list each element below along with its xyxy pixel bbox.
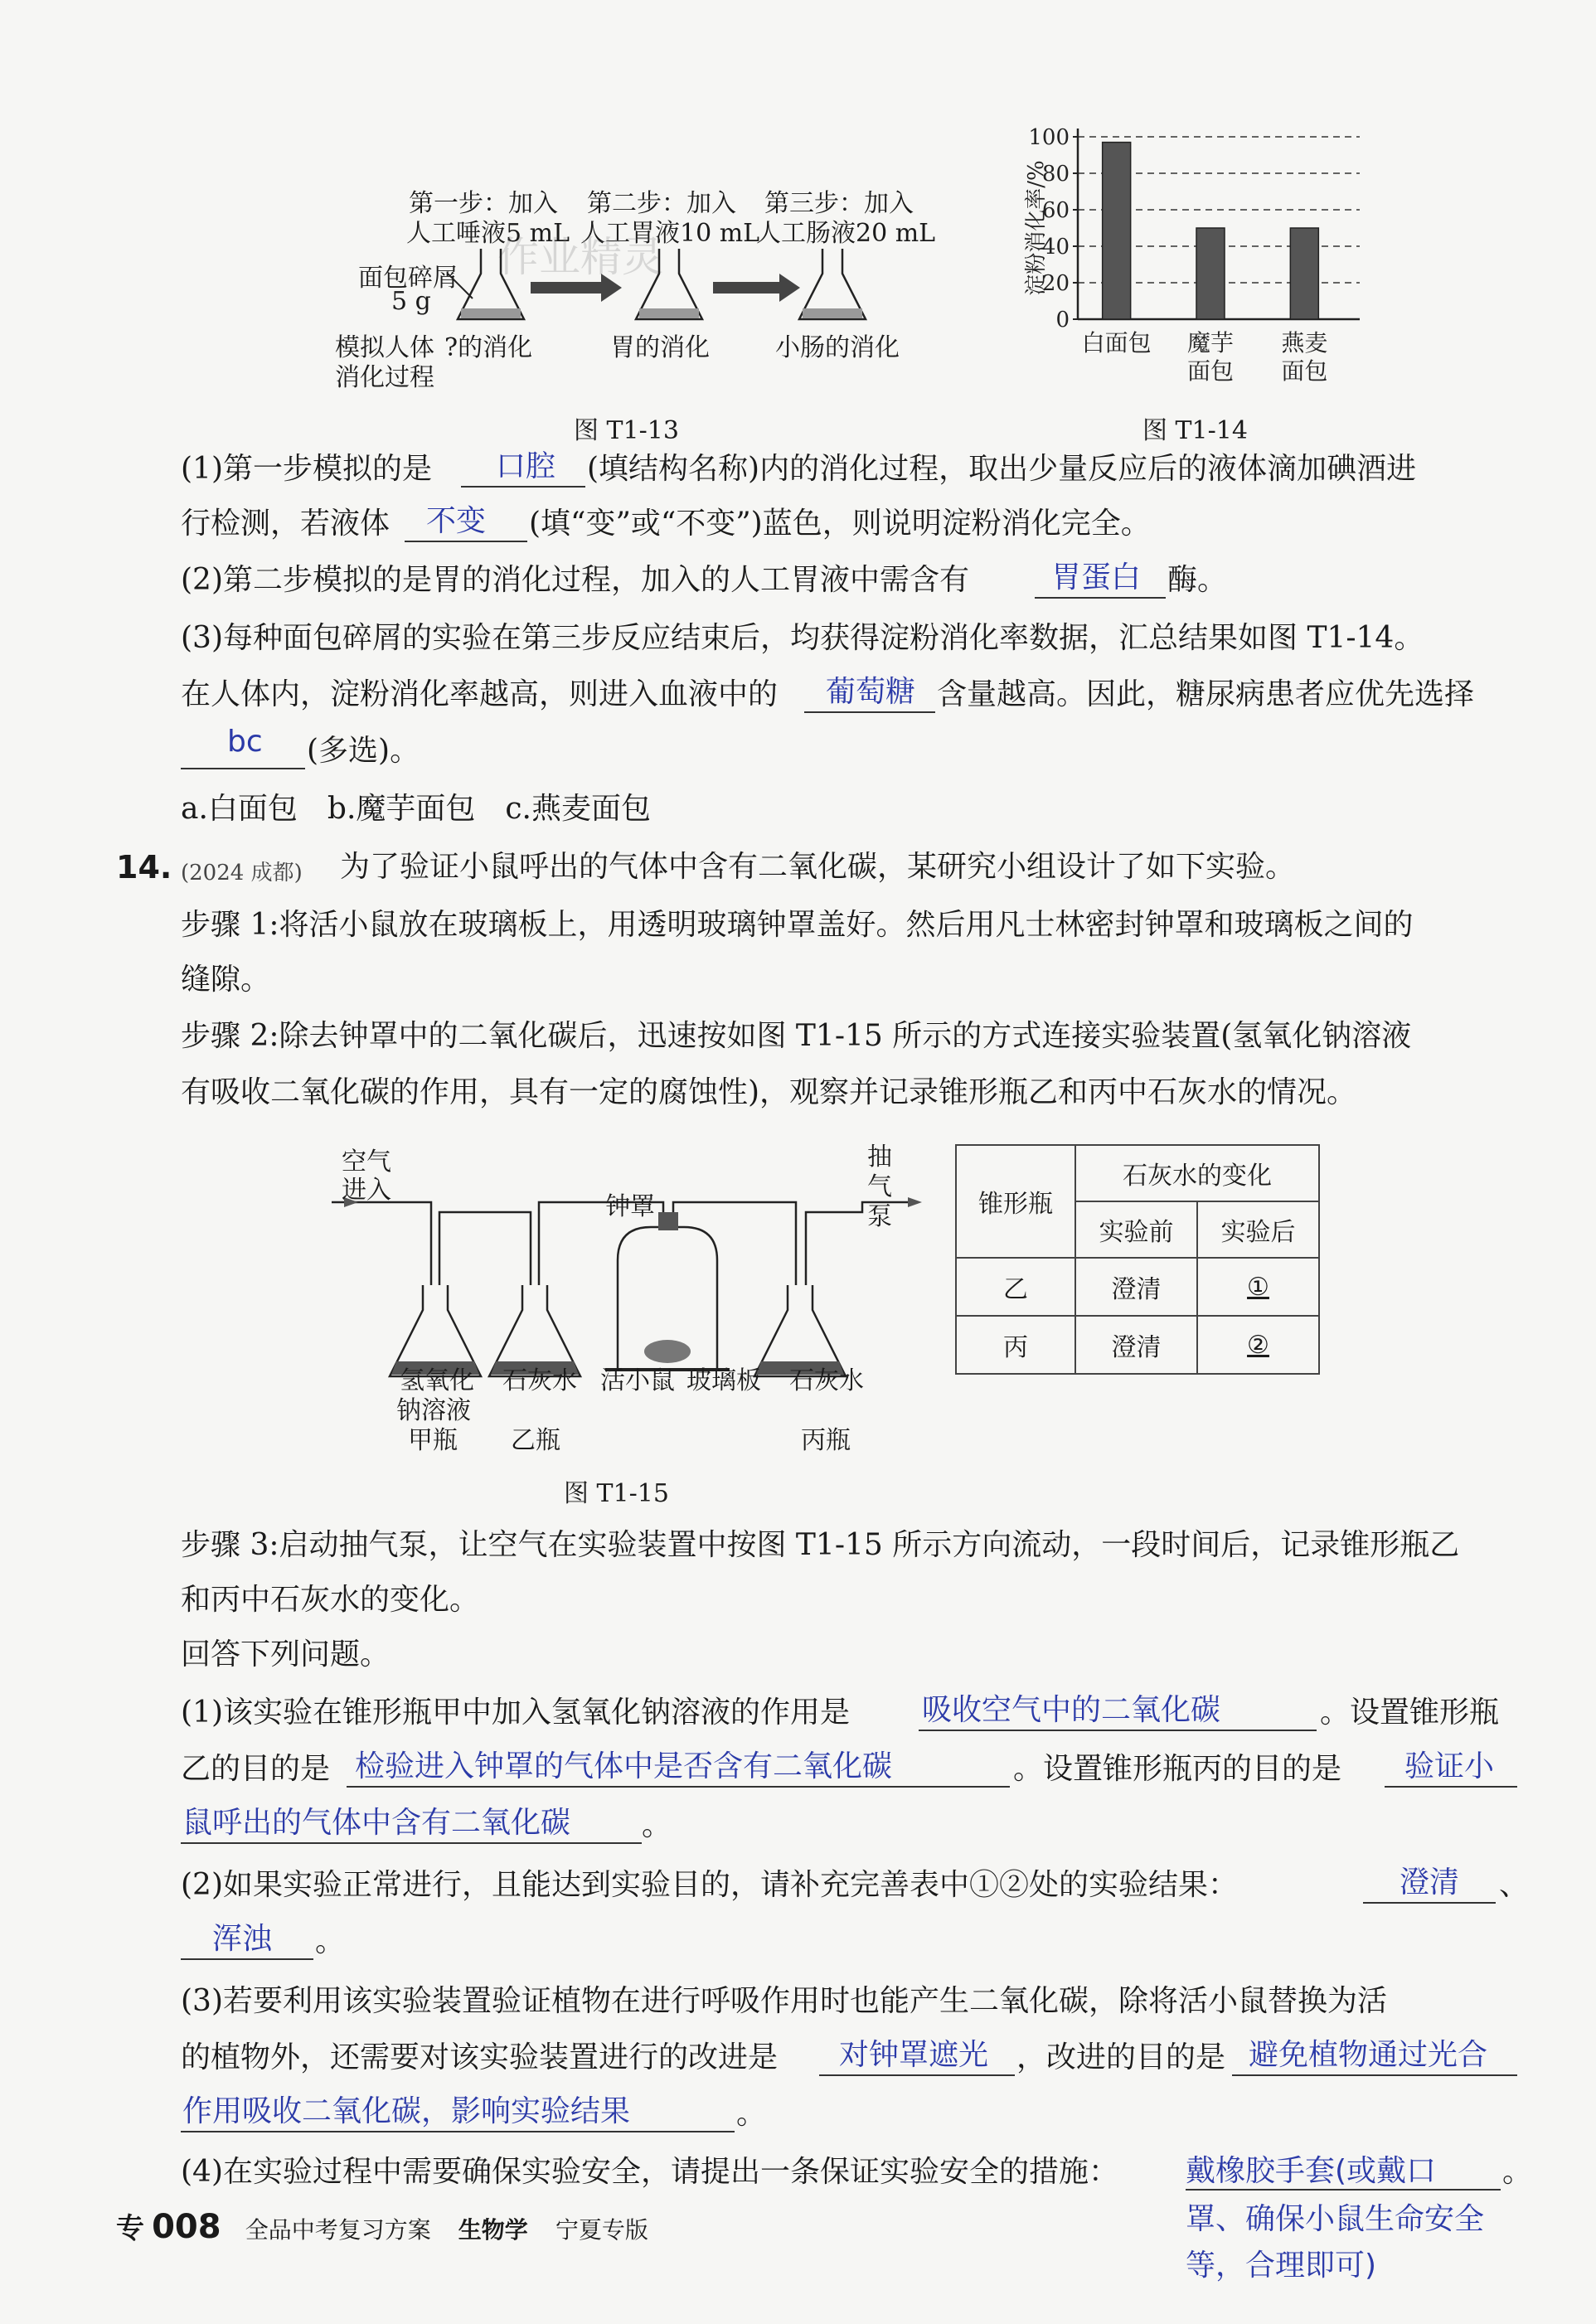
q13-p3a: (3)每种面包碎屑的实验在第三步反应结束后，均获得淀粉消化率数据，汇总结果如图 T1-14。 — [181, 621, 1424, 655]
step2-detail: 人工胃液10 mL — [580, 219, 760, 248]
simulate-label-2: 消化过程 — [335, 363, 434, 392]
table-row — [956, 1316, 1319, 1374]
q13-blank-4 — [804, 711, 935, 713]
q14-source: (2024 成都) — [181, 861, 303, 885]
q14-blank-7b — [181, 2131, 735, 2132]
q14-answer-8c: 等，合理即可) — [1186, 2249, 1377, 2283]
q14-answer-6: 对钟罩遮光 — [839, 2038, 989, 2072]
q13-p3b: 在人体内，淀粉消化率越高，则进入血液中的 — [181, 677, 779, 711]
q14-step3b: 和丙中石灰水的变化。 — [181, 1583, 480, 1617]
chart-x-tick-label: 魔芋 — [1186, 329, 1235, 357]
pipe-bell-bing — [673, 1202, 796, 1285]
simulate-label-1: 模拟人体 — [335, 333, 434, 362]
flask-jia-label: 甲瓶 — [408, 1426, 458, 1455]
bell-label: 钟罩 — [605, 1192, 655, 1221]
q14-blank-1 — [919, 1730, 1317, 1731]
q14-p1e: 。 — [642, 1808, 672, 1842]
q13-blank-5 — [181, 768, 305, 769]
q14-blank-3b — [181, 1842, 642, 1844]
step2-label: 第二步：加入 — [587, 189, 736, 218]
bell-stopper — [658, 1212, 678, 1230]
q14-answer-3a: 验证小 — [1404, 1749, 1495, 1783]
footer-series: 全品中考复习方案 — [245, 2216, 431, 2244]
step3-label: 第三步：加入 — [764, 189, 914, 218]
q13-p1b: (填结构名称)内的消化过程，取出少量反应后的液体滴加碘酒进 — [587, 452, 1417, 486]
footer-prefix: 专 — [116, 2212, 144, 2245]
air-in-label-2: 进入 — [342, 1176, 391, 1205]
chart-y-tick-label: 100 — [1028, 125, 1070, 150]
bread-amount: 5 g — [391, 287, 431, 316]
starch-digestion-chart — [1011, 116, 1376, 398]
flow-arrows — [531, 274, 800, 302]
table-cell-before: 澄清 — [1075, 1316, 1197, 1374]
pump-label-1: 抽 — [867, 1143, 892, 1172]
table-cell-flask: 丙 — [956, 1316, 1075, 1374]
mouth-digestion-label: ?的消化 — [444, 333, 533, 362]
q14-answer-8b: 罩、确保小鼠生命安全 — [1186, 2202, 1485, 2236]
footer-edition: 宁夏专版 — [555, 2216, 648, 2244]
q14-p1a: (1)该实验在锥形瓶甲中加入氢氧化钠溶液的作用是 — [181, 1696, 850, 1730]
chart-bar — [1196, 228, 1225, 319]
flask-bing-label: 丙瓶 — [801, 1426, 851, 1455]
limewater-result-table — [955, 1144, 1320, 1375]
q14-p2c: 。 — [315, 1924, 346, 1958]
q14-p3b: 的植物外，还需要对该实验装置进行的改进是 — [181, 2040, 779, 2074]
q14-p4a: (4)在实验过程中需要确保实验安全，请提出一条保证实验安全的措施： — [181, 2155, 1118, 2189]
q13-answer-1: 口腔 — [496, 449, 556, 483]
chart-x-tick-label: 燕麦 — [1281, 329, 1328, 357]
air-in-label-1: 空气 — [342, 1147, 391, 1177]
q14-blank-7a — [1232, 2074, 1517, 2076]
q14-step2a: 步骤 2:除去钟罩中的二氧化碳后，迅速按如图 T1-15 所示的方式连接实验装置(氢氧化钠溶液 — [181, 1019, 1412, 1053]
q13-p3d: (多选)。 — [307, 734, 420, 768]
chart-y-tick-label: 20 — [1041, 271, 1070, 296]
q14-answer-7a: 避免植物通过光合 — [1249, 2038, 1488, 2072]
mouse-label: 活小鼠 — [600, 1366, 675, 1395]
q13-p1c: 行检测，若液体 — [181, 507, 391, 541]
naoh-label-1: 氢氧化 — [400, 1366, 474, 1395]
q13-answer-5: bc — [227, 725, 263, 759]
q13-p1a: (1)第一步模拟的是 — [181, 452, 432, 486]
bread-label: 面包碎屑 — [358, 264, 458, 293]
q14-blank-2 — [347, 1786, 1010, 1788]
naoh-label-2: 钠溶液 — [396, 1396, 471, 1425]
q13-blank-2 — [405, 541, 527, 542]
q14-p1b: 。设置锥形瓶 — [1320, 1696, 1500, 1730]
q14-answer-5: 浑浊 — [212, 1922, 273, 1956]
q14-step3a: 步骤 3:启动抽气泵，让空气在实验装置中按图 T1-15 所示方向流动，一段时间后，记录锥形瓶乙 — [181, 1528, 1460, 1562]
pipe-to-pump — [806, 1202, 912, 1285]
q14-p4b: 。 — [1502, 2155, 1533, 2189]
q13-blank-1 — [461, 486, 585, 488]
page-number: 008 — [152, 2208, 221, 2246]
table-header-change: 石灰水的变化 — [1075, 1145, 1319, 1201]
pump-label-3: 泵 — [867, 1202, 892, 1231]
arrow-2-icon — [713, 274, 800, 302]
table-row — [956, 1258, 1319, 1316]
q14-answer-8a: 戴橡胶手套(或戴口 — [1186, 2154, 1437, 2188]
q14-p2a: (2)如果实验正常进行，且能达到实验目的，请补充完善表中①②处的实验结果： — [181, 1868, 1238, 1902]
footer-subject: 生物学 — [458, 2216, 528, 2244]
pump-arrow-icon — [908, 1197, 922, 1207]
chart-y-label: 淀粉消化率/% — [1024, 160, 1049, 296]
chart-x-tick-label: 面包 — [1281, 357, 1328, 385]
table-cell-before: 澄清 — [1075, 1258, 1197, 1316]
table-header-after: 实验后 — [1197, 1201, 1319, 1258]
q14-number: 14. — [116, 849, 172, 885]
q14-blank-3a — [1385, 1786, 1517, 1788]
chart-x-tick-label: 面包 — [1186, 357, 1235, 385]
figure-t1-13-caption: 图 T1-13 — [574, 416, 679, 445]
pump-label-2: 气 — [867, 1172, 892, 1201]
step1-detail: 人工唾液5 mL — [406, 219, 570, 248]
q14-step1b: 缝隙。 — [181, 963, 271, 997]
figure-t1-14-caption: 图 T1-14 — [1142, 416, 1248, 445]
q14-step2b: 有吸收二氧化碳的作用，具有一定的腐蚀性)，观察并记录锥形瓶乙和丙中石灰水的情况。 — [181, 1075, 1357, 1109]
chart-y-tick-label: 80 — [1041, 162, 1070, 187]
q14-answer-3b: 鼠呼出的气体中含有二氧化碳 — [182, 1806, 571, 1840]
step1-label: 第一步：加入 — [409, 189, 558, 218]
page-footer — [116, 2205, 648, 2246]
q14-blank-6 — [819, 2074, 1015, 2076]
q13-p1d: (填“变”或“不变”)蓝色，则说明淀粉消化完全。 — [529, 507, 1151, 541]
q13-options: a.白面包 b.魔芋面包 c.燕麦面包 — [181, 792, 652, 826]
q14-blank-5 — [181, 1958, 313, 1960]
q13-answer-2: 不变 — [426, 504, 487, 538]
chart-y-tick-label: 40 — [1041, 235, 1070, 260]
q14-p1d: 。设置锥形瓶丙的目的是 — [1013, 1752, 1342, 1786]
q14-answer-2: 检验进入钟罩的气体中是否含有二氧化碳 — [355, 1749, 893, 1783]
q14-p3d: 。 — [736, 2097, 767, 2131]
air-inlet-pipe — [332, 1202, 431, 1285]
figure-t1-15-caption: 图 T1-15 — [564, 1479, 669, 1508]
q14-answer-4: 澄清 — [1400, 1866, 1460, 1899]
q13-answer-3: 胃蛋白 — [1051, 560, 1142, 594]
chart-bar — [1103, 143, 1131, 319]
table-cell-after: ② — [1197, 1316, 1319, 1374]
q13-p2a: (2)第二步模拟的是胃的消化过程，加入的人工胃液中需含有 — [181, 563, 969, 597]
step3-detail: 人工肠液20 mL — [756, 219, 936, 248]
table-header-flask: 锥形瓶 — [956, 1145, 1075, 1258]
q14-p3c: ，改进的目的是 — [1016, 2040, 1226, 2074]
stomach-digestion-label: 胃的消化 — [610, 333, 710, 362]
chart-bar — [1290, 228, 1318, 319]
watermark: 作业精灵 — [497, 233, 663, 281]
q13-blank-3 — [1035, 597, 1166, 599]
digestion-flasks-illustration — [448, 240, 879, 332]
q14-intro: 为了验证小鼠呼出的气体中含有二氧化碳，某研究小组设计了如下实验。 — [340, 850, 1296, 884]
q14-p1c: 乙的目的是 — [181, 1752, 331, 1786]
q14-p2b: 、 — [1499, 1868, 1530, 1902]
q13-answer-4: 葡萄糖 — [826, 675, 916, 709]
apparatus-illustration — [332, 1144, 929, 1393]
glass-plate-label: 玻璃板 — [686, 1366, 761, 1395]
chart-x-tick-label: 白面包 — [1081, 329, 1152, 357]
arrow-1-icon — [531, 274, 622, 302]
q14-blank-4 — [1363, 1902, 1496, 1904]
chart-y-tick-label: 0 — [1055, 308, 1070, 332]
q13-p2b: 酶。 — [1167, 563, 1228, 597]
q13-p3c: 含量越高。因此，糖尿病患者应优先选择 — [937, 677, 1475, 711]
q14-step1a: 步骤 1:将活小鼠放在玻璃板上，用透明玻璃钟罩盖好。然后用凡士林密封钟罩和玻璃板之间的 — [181, 908, 1414, 942]
bread-pointer — [448, 257, 473, 298]
limewater-label-2: 石灰水 — [789, 1366, 864, 1395]
table-cell-after: ① — [1197, 1258, 1319, 1316]
table-cell-flask: 乙 — [956, 1258, 1075, 1316]
table-header-before: 实验前 — [1075, 1201, 1197, 1258]
flask-yi-label: 乙瓶 — [511, 1426, 560, 1455]
intestine-digestion-label: 小肠的消化 — [775, 333, 900, 362]
q14-answer-1: 吸收空气中的二氧化碳 — [922, 1693, 1221, 1727]
q14-p3a: (3)若要利用该实验装置验证植物在进行呼吸作用时也能产生二氧化碳，除将活小鼠替换为活 — [181, 1984, 1387, 2018]
q14-answer-7b: 作用吸收二氧化碳，影响实验结果 — [182, 2094, 631, 2128]
pipe-jia-yi — [439, 1212, 531, 1285]
limewater-label-1: 石灰水 — [502, 1366, 577, 1395]
chart-y-tick-label: 60 — [1041, 198, 1070, 223]
q14-answer-intro: 回答下列问题。 — [181, 1637, 391, 1671]
